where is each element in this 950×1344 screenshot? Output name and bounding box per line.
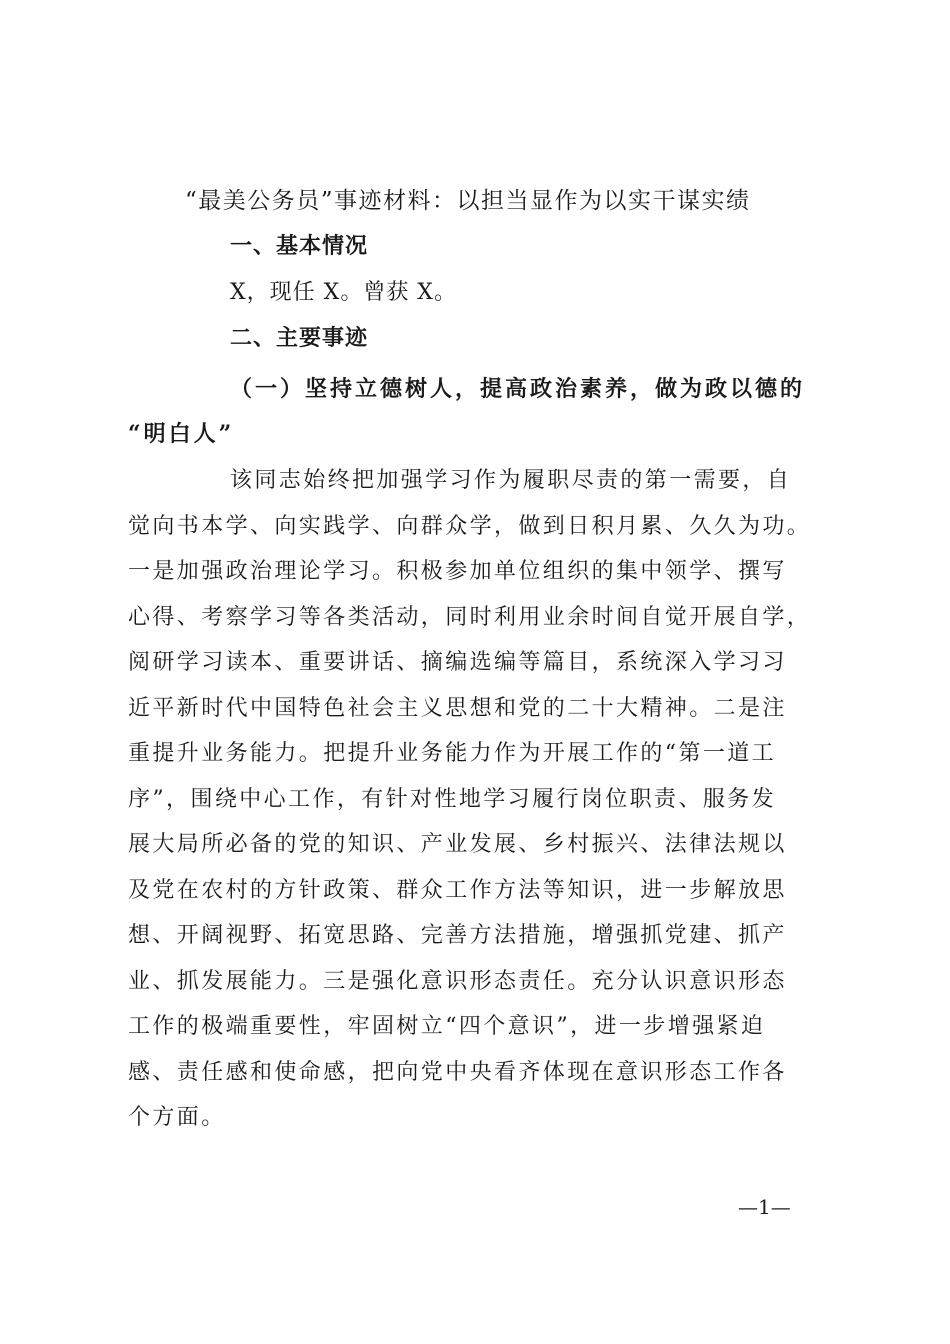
paragraph-line: 近平新时代中国特色社会主义思想和党的二十大精神。二是注 <box>128 695 787 721</box>
paragraph-line: 心得、考察学习等各类活动，同时利用业余时间自觉开展自学， <box>128 604 812 630</box>
paragraph-line: 工作的极端重要性，牢固树立“四个意识”，进一步增强紧迫 <box>128 1014 766 1039</box>
paragraph-line: 及党在农村的方针政策、群众工作方法等知识，进一步解放思 <box>128 877 787 903</box>
document-title: “最美公务员”事迹材料：以担当显作为以实干谋实绩 <box>185 188 751 214</box>
paragraph-line: 个方面。 <box>128 1105 226 1130</box>
paragraph-line: 该同志始终把加强学习作为履职尽责的第一需要，自 <box>230 468 792 493</box>
paragraph-line: 一是加强政治理论学习。积极参加单位组织的集中领学、撰写 <box>128 559 787 584</box>
paragraph-line: 重提升业务能力。把提升业务能力作为开展工作的“第一道工 <box>128 741 777 766</box>
paragraph-line: 阅研学习读本、重要讲话、摘编选编等篇目，系统深入学习习 <box>128 650 787 675</box>
page-number: —1— <box>738 1195 791 1219</box>
paragraph-line: 感、责任感和使命感，把向党中央看齐体现在意识形态工作各 <box>128 1059 787 1085</box>
subsection-heading-line: “明白人” <box>128 421 235 447</box>
subsection-heading-line: （一）坚持立德树人，提高政治素养，做为政以德的 <box>230 376 806 402</box>
paragraph-line: 序”，围绕中心工作，有针对性地学习履行岗位职责、服务发 <box>128 786 777 812</box>
basic-info-text: X，现任 X。曾获 X。 <box>230 280 457 305</box>
subsection-heading <box>128 367 836 457</box>
section-heading-main-deeds: 二、主要事迹 <box>230 326 369 351</box>
paragraph-line: 展大局所必备的党的知识、产业发展、乡村振兴、法律法规以 <box>128 832 787 857</box>
body-paragraph <box>128 458 838 1141</box>
paragraph-line: 业、抓发展能力。三是强化意识形态责任。充分认识意识形态 <box>128 968 787 994</box>
paragraph-line: 觉向书本学、向实践学、向群众学，做到日积月累、久久为功。 <box>128 513 812 539</box>
section-heading-basic-info: 一、基本情况 <box>230 234 369 259</box>
paragraph-line: 想、开阔视野、拓宽思路、完善方法措施，增强抓党建、抓产 <box>128 923 787 948</box>
